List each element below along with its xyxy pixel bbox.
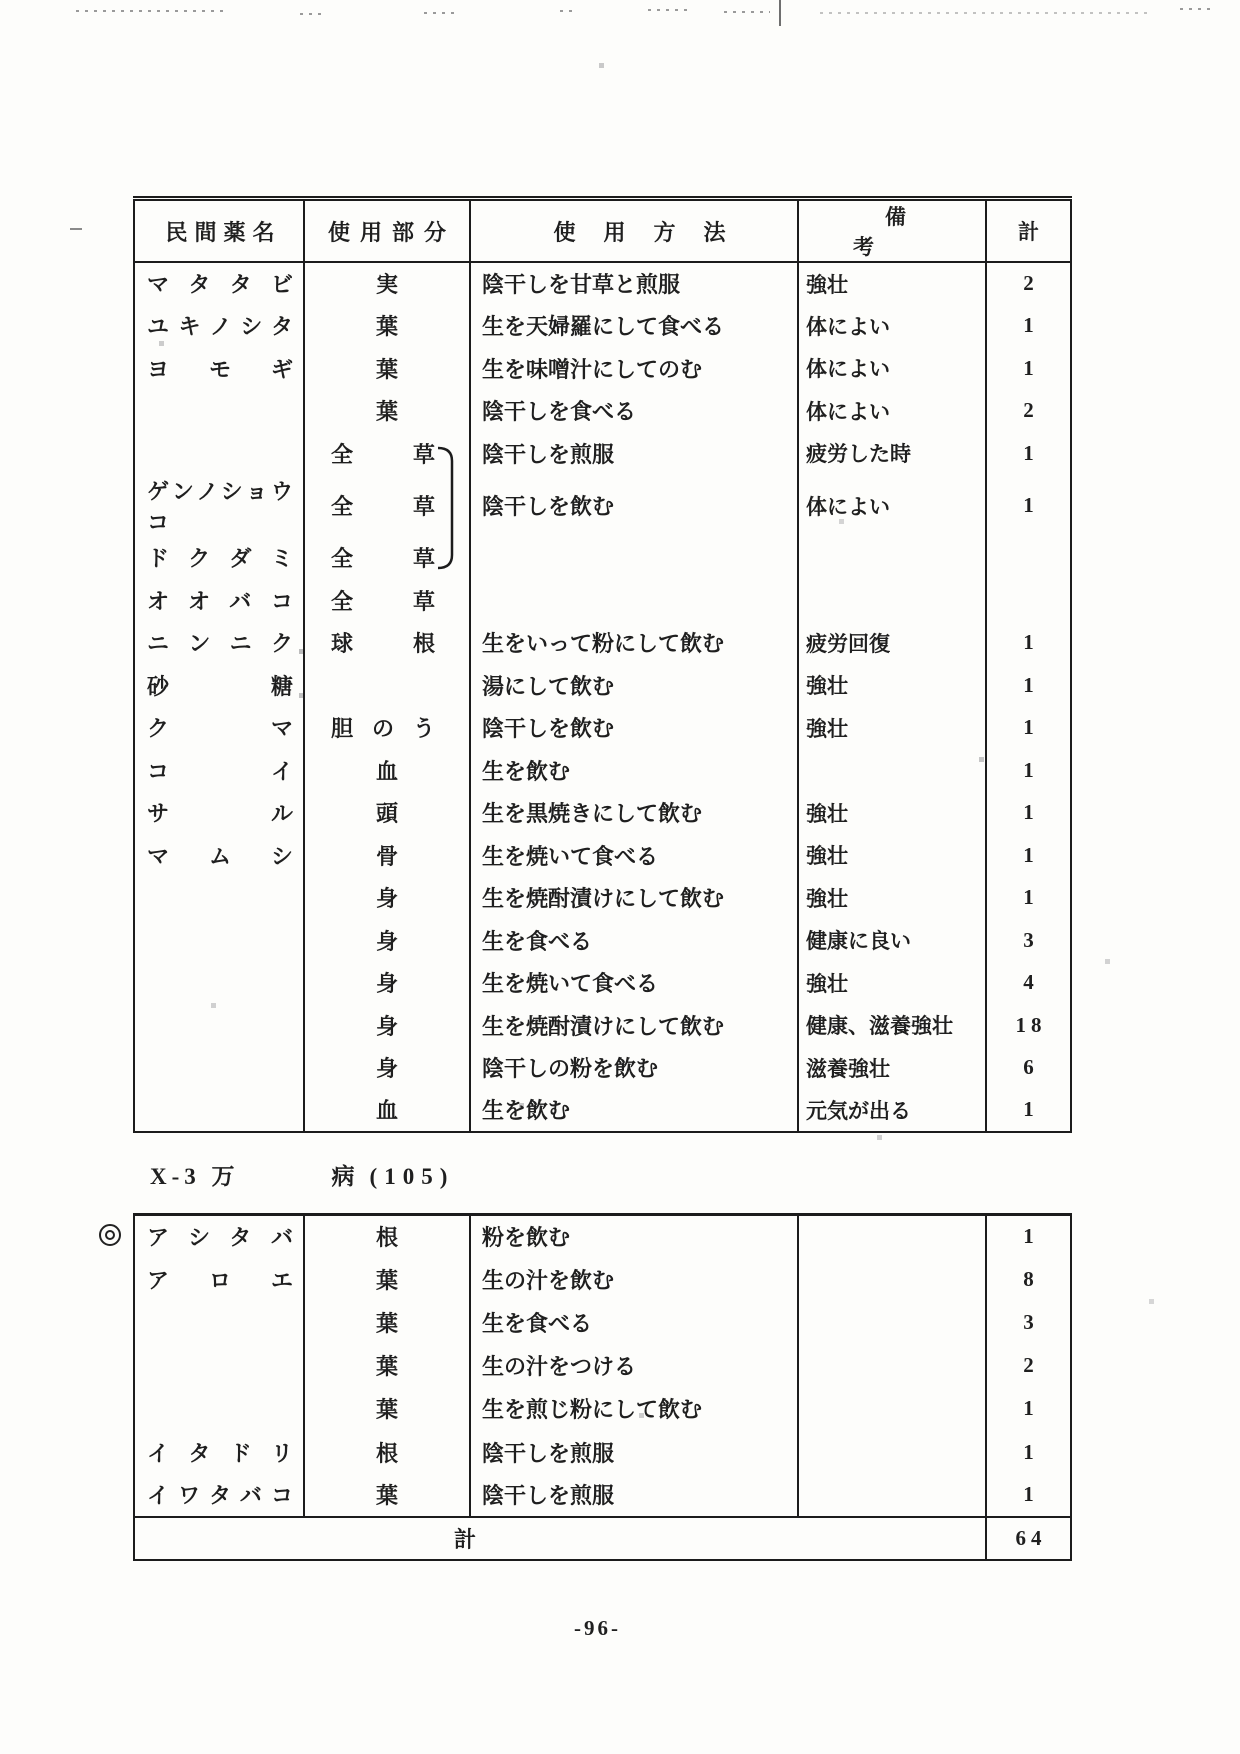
table-row bbox=[134, 1474, 1071, 1517]
cell-method: 生を黒焼きにして飲む bbox=[470, 792, 798, 835]
table-row bbox=[134, 305, 1071, 348]
cell-method: 生を食べる bbox=[470, 1301, 798, 1344]
cell-name: ゲンノショウコ bbox=[134, 475, 304, 537]
cell-name bbox=[134, 1344, 304, 1387]
scan-noise bbox=[0, 0, 3, 3]
scan-artifact bbox=[76, 10, 228, 12]
cell-part: 葉 bbox=[304, 1258, 470, 1301]
cell-method: 生を飲む bbox=[470, 1089, 798, 1132]
scan-artifact bbox=[724, 11, 770, 13]
cell-total: 1 bbox=[1023, 630, 1039, 655]
table-row bbox=[134, 1387, 1071, 1430]
table-row bbox=[134, 749, 1071, 792]
table-row bbox=[134, 919, 1071, 962]
cell-method: 生をいって粉にして飲む bbox=[470, 622, 798, 665]
scan-artifact bbox=[70, 228, 82, 230]
header-remarks: 備考 bbox=[798, 199, 986, 263]
table-row bbox=[134, 877, 1071, 920]
cell-name: マムシ bbox=[134, 834, 304, 877]
cell-total: 1 bbox=[1023, 1482, 1039, 1507]
cell-remark: 健康、滋養強壮 bbox=[798, 1004, 986, 1047]
table-row bbox=[134, 262, 1071, 305]
cell-remark: 体によい bbox=[798, 475, 986, 537]
cell-name bbox=[134, 919, 304, 962]
cell-name bbox=[134, 1004, 304, 1047]
cell-total: 8 bbox=[1023, 1266, 1039, 1291]
cell-method: 粉を飲む bbox=[470, 1215, 798, 1258]
table-row bbox=[134, 1430, 1071, 1473]
cell-remark: 疲労した時 bbox=[798, 432, 986, 475]
cell-remark bbox=[798, 1301, 986, 1344]
cell-part: 身 bbox=[304, 1047, 470, 1090]
cell-name: ドクダミ bbox=[134, 537, 304, 580]
cell-name: サル bbox=[134, 792, 304, 835]
cell-name: マタタビ bbox=[134, 262, 304, 305]
cell-remark bbox=[798, 749, 986, 792]
cell-method: 湯にして飲む bbox=[470, 664, 798, 707]
cell-total: 2 bbox=[1023, 398, 1039, 423]
cell-name bbox=[134, 1089, 304, 1132]
double-circle-inner bbox=[105, 1230, 115, 1240]
cell-method: 生を飲む bbox=[470, 749, 798, 792]
scan-artifact bbox=[779, 0, 781, 26]
cell-total: 1 bbox=[1023, 440, 1039, 465]
cell-remark: 強壮 bbox=[798, 262, 986, 305]
table-row bbox=[134, 834, 1071, 877]
cell-total: 1 bbox=[1023, 800, 1039, 825]
cell-part: 全草 bbox=[304, 432, 470, 475]
cell-part: 身 bbox=[304, 1004, 470, 1047]
cell-total bbox=[986, 579, 1071, 622]
table-row bbox=[134, 962, 1071, 1005]
cell-method bbox=[470, 537, 798, 580]
cell-method: 陰干しを甘草と煎服 bbox=[470, 262, 798, 305]
cell-name: クマ bbox=[134, 707, 304, 750]
cell-name bbox=[134, 390, 304, 433]
cell-total: 1 bbox=[1023, 885, 1039, 910]
cell-part: 全草 bbox=[304, 537, 470, 580]
cell-total: 1 bbox=[1023, 355, 1039, 380]
cell-name: ユキノシタ bbox=[134, 305, 304, 348]
cell-method: 生を天婦羅にして食べる bbox=[470, 305, 798, 348]
cell-part: 球根 bbox=[304, 622, 470, 665]
cell-part: 根 bbox=[304, 1215, 470, 1258]
table-row bbox=[134, 347, 1071, 390]
cell-method: 生を煎じ粉にして飲む bbox=[470, 1387, 798, 1430]
cell-method: 生を食べる bbox=[470, 919, 798, 962]
cell-remark bbox=[798, 1344, 986, 1387]
header-total: 計 bbox=[986, 199, 1071, 263]
grand-total-label: 計 bbox=[134, 1517, 986, 1560]
grouping-brace bbox=[436, 446, 456, 570]
cell-part bbox=[304, 664, 470, 707]
cell-part: 身 bbox=[304, 919, 470, 962]
cell-remark: 体によい bbox=[798, 390, 986, 433]
cell-remark bbox=[798, 579, 986, 622]
cell-part: 全草 bbox=[304, 475, 470, 537]
cell-total: 1 bbox=[1023, 672, 1039, 697]
cell-part: 胆のう bbox=[304, 707, 470, 750]
table-row bbox=[134, 475, 1071, 537]
cell-method bbox=[470, 579, 798, 622]
cell-name bbox=[134, 877, 304, 920]
table-row bbox=[134, 1004, 1071, 1047]
table-row bbox=[134, 622, 1071, 665]
cell-name: オオバコ bbox=[134, 579, 304, 622]
cell-total: 2 bbox=[1023, 1353, 1039, 1378]
table-row bbox=[134, 707, 1071, 750]
header-folk-medicine-name: 民間薬名 bbox=[134, 199, 304, 263]
scan-artifact bbox=[820, 12, 1150, 14]
table-row bbox=[134, 664, 1071, 707]
cell-total: 1 bbox=[1023, 493, 1039, 517]
section-label: X-3 万 bbox=[150, 1164, 240, 1189]
cell-part: 根 bbox=[304, 1430, 470, 1473]
cell-part: 葉 bbox=[304, 347, 470, 390]
cell-total: 1 bbox=[1023, 757, 1039, 782]
cell-remark bbox=[798, 537, 986, 580]
scan-artifact bbox=[424, 12, 454, 14]
cell-name: ニンニク bbox=[134, 622, 304, 665]
cell-part: 血 bbox=[304, 1089, 470, 1132]
cell-remark: 健康に良い bbox=[798, 919, 986, 962]
cell-name: アシタバ bbox=[134, 1215, 304, 1258]
cell-method: 陰干しを煎服 bbox=[470, 1430, 798, 1473]
cell-name bbox=[134, 962, 304, 1005]
cell-remark: 強壮 bbox=[798, 792, 986, 835]
folk-medicine-table-1 bbox=[133, 196, 1072, 1133]
folk-medicine-table-2 bbox=[133, 1213, 1072, 1561]
cell-total: 1 bbox=[1023, 313, 1039, 338]
cell-part: 全草 bbox=[304, 579, 470, 622]
table-row bbox=[134, 1047, 1071, 1090]
cell-remark: 体によい bbox=[798, 347, 986, 390]
cell-remark bbox=[798, 1258, 986, 1301]
cell-method: 生を焼いて食べる bbox=[470, 834, 798, 877]
header-part-used: 使用部分 bbox=[304, 199, 470, 263]
cell-part: 葉 bbox=[304, 1344, 470, 1387]
cell-method: 陰干しを飲む bbox=[470, 707, 798, 750]
cell-part: 実 bbox=[304, 262, 470, 305]
cell-name bbox=[134, 1387, 304, 1430]
cell-total bbox=[986, 537, 1071, 580]
cell-method: 陰干しを煎服 bbox=[470, 432, 798, 475]
header-usage-method: 使用方法 bbox=[470, 199, 798, 263]
scan-artifact bbox=[648, 9, 688, 11]
table-row bbox=[134, 1215, 1071, 1258]
cell-name: 砂糖 bbox=[134, 664, 304, 707]
cell-method: 生の汁をつける bbox=[470, 1344, 798, 1387]
cell-remark: 滋養強壮 bbox=[798, 1047, 986, 1090]
table-row bbox=[134, 390, 1071, 433]
cell-total: 1 bbox=[1023, 1224, 1039, 1249]
cell-name: アロエ bbox=[134, 1258, 304, 1301]
cell-method: 陰干しを煎服 bbox=[470, 1474, 798, 1517]
cell-name: ヨモギ bbox=[134, 347, 304, 390]
double-circle-mark bbox=[99, 1224, 121, 1246]
cell-total: 6 bbox=[1023, 1055, 1039, 1080]
cell-total: 2 bbox=[1023, 271, 1039, 296]
cell-total: 1 bbox=[1023, 842, 1039, 867]
cell-part: 骨 bbox=[304, 834, 470, 877]
cell-name bbox=[134, 1301, 304, 1344]
header-row bbox=[134, 199, 1071, 263]
cell-remark bbox=[798, 1474, 986, 1517]
cell-remark: 疲労回復 bbox=[798, 622, 986, 665]
scan-artifact bbox=[560, 10, 574, 12]
cell-remark: 強壮 bbox=[798, 962, 986, 1005]
cell-total: 18 bbox=[1015, 1012, 1047, 1037]
cell-part: 身 bbox=[304, 877, 470, 920]
table-row bbox=[134, 1089, 1071, 1132]
table-row bbox=[134, 792, 1071, 835]
table-row bbox=[134, 1344, 1071, 1387]
section-title bbox=[150, 1158, 454, 1191]
cell-total: 4 bbox=[1023, 970, 1039, 995]
cell-part: 頭 bbox=[304, 792, 470, 835]
table-row bbox=[134, 579, 1071, 622]
cell-method: 生を焼酎漬けにして飲む bbox=[470, 877, 798, 920]
page-number: -96- bbox=[574, 1616, 621, 1640]
cell-method: 陰干しを食べる bbox=[470, 390, 798, 433]
cell-name: コイ bbox=[134, 749, 304, 792]
cell-total: 1 bbox=[1023, 1396, 1039, 1421]
cell-part: 血 bbox=[304, 749, 470, 792]
cell-method: 生の汁を飲む bbox=[470, 1258, 798, 1301]
table-row bbox=[134, 1301, 1071, 1344]
cell-remark: 強壮 bbox=[798, 834, 986, 877]
cell-part: 葉 bbox=[304, 390, 470, 433]
cell-part: 葉 bbox=[304, 305, 470, 348]
cell-name bbox=[134, 432, 304, 475]
cell-name: イタドリ bbox=[134, 1430, 304, 1473]
cell-total: 1 bbox=[1023, 715, 1039, 740]
table-row bbox=[134, 1258, 1071, 1301]
cell-remark: 体によい bbox=[798, 305, 986, 348]
cell-total: 3 bbox=[1023, 927, 1039, 952]
cell-remark bbox=[798, 1430, 986, 1473]
cell-method: 生を味噌汁にしてのむ bbox=[470, 347, 798, 390]
cell-name bbox=[134, 1047, 304, 1090]
cell-remark: 強壮 bbox=[798, 707, 986, 750]
cell-remark: 強壮 bbox=[798, 664, 986, 707]
cell-method: 陰干しを飲む bbox=[470, 475, 798, 537]
cell-remark: 強壮 bbox=[798, 877, 986, 920]
cell-remark bbox=[798, 1215, 986, 1258]
cell-remark: 元気が出る bbox=[798, 1089, 986, 1132]
cell-method: 陰干しの粉を飲む bbox=[470, 1047, 798, 1090]
section-count: (105) bbox=[369, 1164, 455, 1189]
cell-part: 葉 bbox=[304, 1387, 470, 1430]
cell-part: 葉 bbox=[304, 1301, 470, 1344]
section-disease-name: 病 bbox=[331, 1164, 360, 1189]
cell-part: 葉 bbox=[304, 1474, 470, 1517]
scan-artifact bbox=[300, 13, 326, 15]
cell-method: 生を焼酎漬けにして飲む bbox=[470, 1004, 798, 1047]
scan-artifact bbox=[1180, 8, 1210, 10]
cell-total: 1 bbox=[1023, 1097, 1039, 1122]
cell-total: 1 bbox=[1023, 1439, 1039, 1464]
table-row bbox=[134, 537, 1071, 580]
cell-total: 3 bbox=[1023, 1309, 1039, 1334]
cell-method: 生を焼いて食べる bbox=[470, 962, 798, 1005]
table-row bbox=[134, 432, 1071, 475]
grand-total-value: 64 bbox=[986, 1517, 1071, 1560]
cell-name: イワタバコ bbox=[134, 1474, 304, 1517]
cell-part: 身 bbox=[304, 962, 470, 1005]
total-row bbox=[134, 1517, 1071, 1560]
cell-remark bbox=[798, 1387, 986, 1430]
